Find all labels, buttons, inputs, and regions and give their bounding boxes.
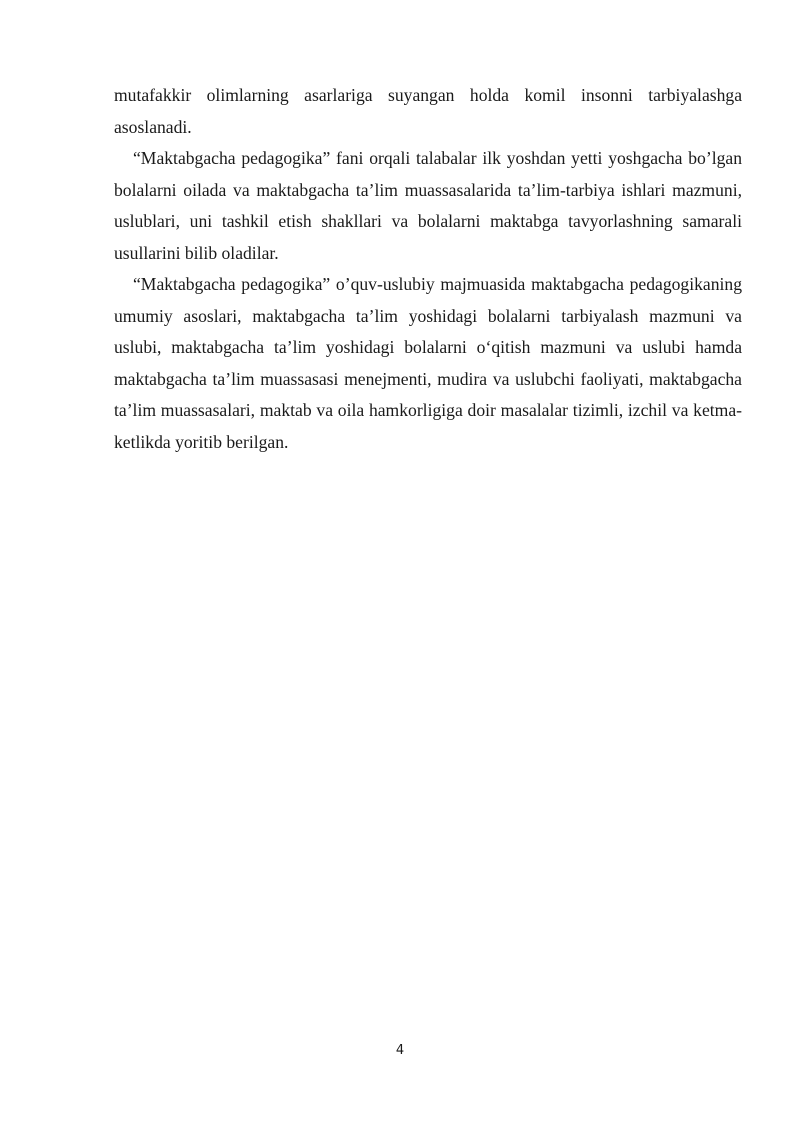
- body-text: [114, 80, 742, 458]
- paragraph-complex-contents: “Maktabgacha pedagogika” o’quv-uslubiy majmuasida maktabgacha pedagogikaning umumiy asoslari, maktabgacha ta’lim yoshidagi bolalarni tarbiyalash mazmuni va uslubi, maktabgacha ta’lim yoshidagi bolalarni o‘qitish mazmuni va uslubi hamda maktabgacha ta’lim muassasasi menejmenti, mudira va uslubchi faoliyati, maktabgacha ta’lim muassasalari, maktab va oila hamkorligiga doir masalalar tizimli, izchil va ketma-ketlikda yoritib berilgan.: [114, 274, 742, 452]
- paragraph-course-description: “Maktabgacha pedagogika” fani orqali talabalar ilk yoshdan yetti yoshgacha bo’lgan bolalarni oilada va maktabgacha ta’lim muassasalarida ta’lim-tarbiya ishlari mazmuni, uslublari, uni tashkil etish shakllari va bolalarni maktabga tavyorlashning samarali usullarini bilib oladilar.: [114, 148, 742, 263]
- page-number: 4: [395, 1043, 405, 1058]
- paragraph-continuation: mutafakkir olimlarning asarlariga suyangan holda komil insonni tarbiyalashga asoslanadi.: [114, 85, 742, 137]
